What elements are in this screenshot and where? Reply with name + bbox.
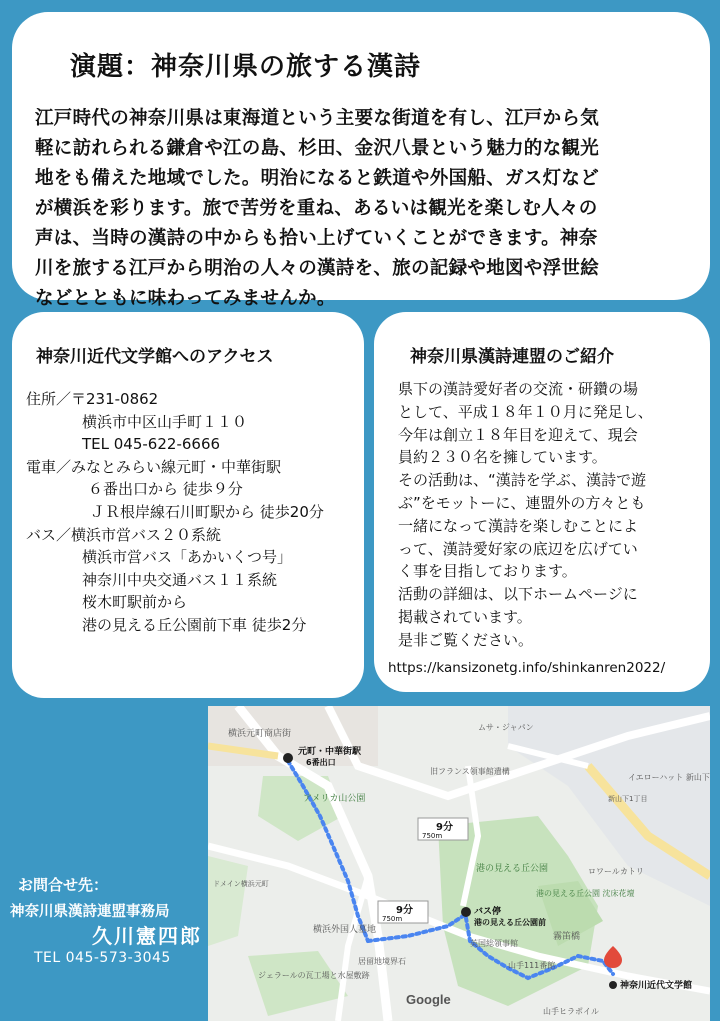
league-line: 活動の詳細は、以下ホームページに (398, 585, 638, 604)
league-line: ぶ”をモットーに、連盟外の方々とも (398, 493, 646, 512)
map-label: ドメイン横浜元町 (213, 880, 269, 888)
bus-line: 港の見える丘公園前下車 徒歩2分 (82, 615, 307, 634)
intro-panel (12, 12, 710, 309)
intro-line: 川を旅する江戸から明治の人々の漢詩を、旅の記録や地図や浮世絵 (35, 258, 600, 279)
league-line: その活動は、“漢詩を学ぶ、漢詩で遊 (398, 471, 647, 490)
league-line: 是非ご覧ください。 (398, 630, 534, 649)
map-label: ロワールカトリ (588, 867, 644, 876)
intro-text (35, 104, 695, 314)
map-label: ジェラールの瓦工場と水屋敷跡 (258, 971, 370, 980)
walk1-distance: 750m (422, 832, 443, 840)
map-label: 山手111番館 (508, 961, 556, 970)
bus-label: バス／横浜市営バス２０系統 (26, 525, 222, 544)
google-logo: Google (406, 992, 451, 1007)
lecture-title: 演題：神奈川県の旅する漢詩 (70, 52, 422, 82)
train-label: 電車／みなとみらい線元町・中華街駅 (26, 457, 282, 476)
bus-line: 桜木町駅前から (82, 593, 188, 612)
map-label: 新山下1丁目 (608, 795, 648, 803)
map-label: 港の見える丘公園 (476, 864, 549, 874)
destination-marker[interactable] (609, 981, 617, 989)
train-jr: ＪＲ根岸線石川町駅から 徒歩20分 (90, 502, 324, 521)
intro-line: が横浜を彩ります。旅で苦労を重ね、あるいは観光を楽しむ人々の (35, 198, 598, 219)
intro-line: 声は、当時の漢詩の中からも拾い上げていくことができます。神奈 (35, 228, 598, 249)
homepage-link[interactable]: https://kansizonetg.info/shinkanren2022/ (388, 660, 666, 676)
access-heading: 神奈川近代文学館へのアクセス (36, 347, 274, 367)
access-map[interactable] (208, 706, 710, 1021)
map-label: 居留地境界石 (358, 957, 406, 966)
league-text (398, 378, 653, 652)
intro-line: 江戸時代の神奈川県は東海道という主要な街道を有し、江戸から気 (35, 108, 600, 129)
league-line: 員約２３０名を擁しています。 (398, 448, 607, 467)
map-label: 旧フランス領事館遺構 (430, 767, 510, 776)
bus-stop-marker[interactable] (461, 907, 471, 917)
bus-line: 横浜市営バス「あかいくつ号」 (82, 548, 293, 567)
station-exit: 6番出口 (306, 758, 336, 767)
contact-org: 神奈川県漢詩連盟事務局 (10, 904, 170, 920)
walk2-time: 9分 (396, 905, 413, 916)
bus-stop-label: バス停 (474, 907, 502, 917)
map-label: 山手ヒラポイル (543, 1007, 599, 1016)
league-heading: 神奈川県漢詩連盟のご紹介 (410, 347, 614, 367)
station-marker[interactable] (283, 753, 293, 763)
address-label: 住所／〒231-0862 (26, 390, 159, 408)
map-label: ムサ・ジャパン (478, 723, 534, 732)
map-label: 横浜外国人墓地 (313, 925, 377, 935)
league-line: 県下の漢詩愛好者の交流・研鑽の場 (398, 380, 639, 398)
league-panel (374, 312, 710, 692)
league-line: として、平成１８年１０月に発足し、 (398, 402, 653, 421)
bus-line: 神奈川中央交通バス１１系統 (82, 570, 278, 589)
map-label: 霧笛橋 (553, 932, 581, 942)
contact-tel: TEL 045-573-3045 (34, 950, 171, 966)
league-line: 一緒になって漢詩を楽しむことによ (398, 516, 639, 535)
map-label: イエローハット 新山下 (628, 773, 710, 782)
map-label: 港の見える丘公園 沈床花壇 (536, 889, 635, 898)
league-line: く事を目指しております。 (398, 562, 577, 581)
league-line: って、漢詩愛好家の底辺を広げてい (398, 539, 638, 558)
destination-label: 神奈川近代文学館 (620, 981, 693, 991)
contact-label: お問合せ先： (18, 876, 109, 894)
address: 横浜市中区山手町１１０ (82, 412, 248, 431)
map-label: アメリカ山公園 (303, 794, 366, 804)
access-tel: TEL 045-622-6666 (82, 435, 221, 454)
intro-line: 地をも備えた地域でした。明治になると鉄道や外国船、ガス灯など (35, 168, 600, 189)
access-details (26, 388, 324, 637)
train-exit: ６番出口から 徒歩９分 (88, 480, 243, 499)
intro-line: などとともに味わってみませんか。 (35, 288, 336, 309)
intro-line: 軽に訪れられる鎌倉や江の島、杉田、金沢八景という魅力的な観光 (35, 138, 600, 159)
map-label: 横浜元町商店街 (228, 729, 292, 739)
bus-stop-name: 港の見える丘公園前 (474, 918, 546, 927)
access-panel (12, 312, 364, 698)
contact-person: 久川憲四郎 (92, 924, 202, 948)
league-line: 掲載されています。 (398, 607, 532, 626)
league-line: 今年は創立１８年目を迎えて、現会 (398, 425, 638, 444)
walk2-distance: 750m (382, 915, 403, 923)
walk1-time: 9分 (436, 822, 453, 833)
station-label: 元町・中華街駅 (298, 747, 362, 757)
map-label: 英国総領事館 (470, 939, 518, 948)
